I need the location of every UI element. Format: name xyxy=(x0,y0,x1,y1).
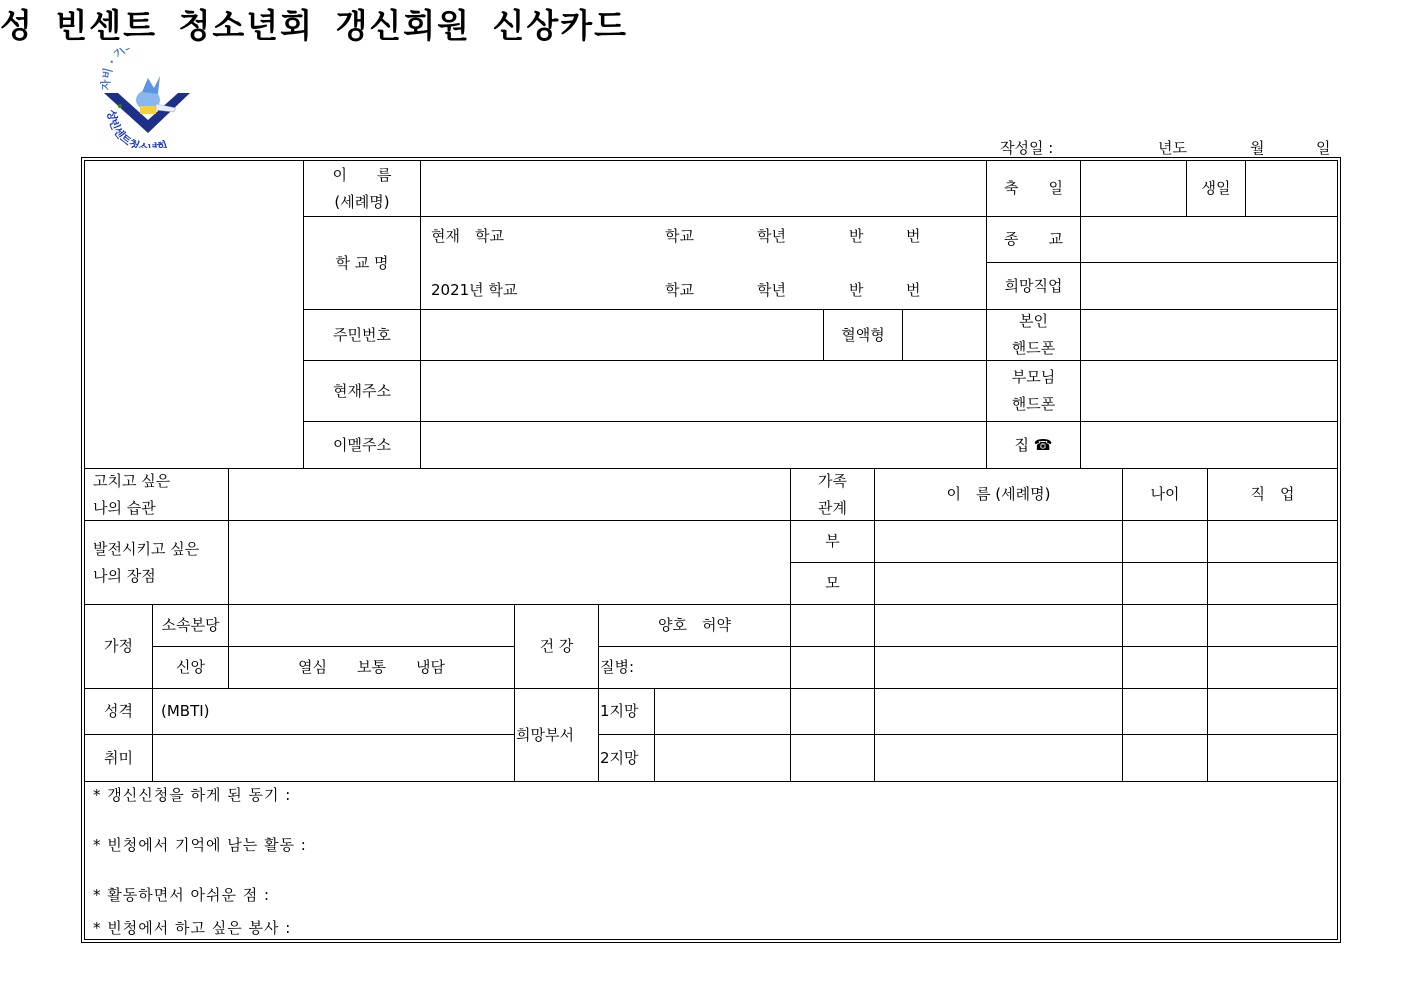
family-row-2-name[interactable] xyxy=(874,562,1123,605)
parent-mobile-label: 부모님 핸드폰 xyxy=(986,360,1081,422)
birthday-field[interactable] xyxy=(1245,160,1338,217)
feast-day-label: 축 일 xyxy=(986,160,1081,217)
health-options[interactable]: 양호 허약 xyxy=(598,604,791,647)
personality-label: 성격 xyxy=(84,688,153,735)
family-row-4-relation[interactable] xyxy=(790,646,875,689)
family-row-4-name[interactable] xyxy=(874,646,1123,689)
date-year-label: 년도 xyxy=(1158,139,1187,157)
family-header-age: 나이 xyxy=(1122,468,1208,521)
family-row-6-relation[interactable] xyxy=(790,734,875,782)
address-label: 현재주소 xyxy=(303,360,421,422)
family-row-2-age[interactable] xyxy=(1122,562,1208,605)
school-2021-grade: 학년 xyxy=(757,281,786,299)
school-2021-number: 번 xyxy=(906,281,921,299)
family-header-name: 이 름 (세례명) xyxy=(874,468,1123,521)
school-current-class: 반 xyxy=(849,227,864,245)
mobile-field[interactable] xyxy=(1080,309,1338,361)
family-row-6-name[interactable] xyxy=(874,734,1123,782)
family-row-1-job[interactable] xyxy=(1207,520,1338,563)
family-row-5-age[interactable] xyxy=(1122,688,1208,735)
feast-day-field[interactable] xyxy=(1080,160,1187,217)
home-phone-field[interactable] xyxy=(1080,421,1338,469)
family-row-1-name[interactable] xyxy=(874,520,1123,563)
desired-dept-label: 희망부서 xyxy=(514,688,599,782)
parent-mobile-field[interactable] xyxy=(1080,360,1338,422)
family-row-5-relation[interactable] xyxy=(790,688,875,735)
date-month-label: 월 xyxy=(1250,139,1265,157)
date-day-label: 일 xyxy=(1316,139,1331,157)
resident-id-label: 주민번호 xyxy=(303,309,421,361)
home-phone-label: 집 ☎ xyxy=(986,421,1081,469)
mobile-label: 본인 핸드폰 xyxy=(986,309,1081,361)
question-regrets: * 활동하면서 아쉬운 점 : xyxy=(93,886,271,904)
health-label: 건 강 xyxy=(514,604,599,689)
page-title: 성 빈센트 청소년회 갱신회원 신상카드 xyxy=(0,6,629,45)
family-header-job: 직 업 xyxy=(1207,468,1338,521)
family-row-4-job[interactable] xyxy=(1207,646,1338,689)
personality-field[interactable]: (MBTI) xyxy=(152,688,515,735)
family-row-6-age[interactable] xyxy=(1122,734,1208,782)
email-label: 이멜주소 xyxy=(303,421,421,469)
question-motivation: * 갱신신청을 하게 된 동기 : xyxy=(93,786,292,804)
habit-field[interactable] xyxy=(228,468,791,521)
religion-label: 종 교 xyxy=(986,216,1081,263)
desired-job-field[interactable] xyxy=(1080,262,1338,310)
logo-bottom-text: 성빈센트청소 회 xyxy=(104,108,170,148)
school-current-school: 학교 xyxy=(665,227,694,245)
family-row-3-name[interactable] xyxy=(874,604,1123,647)
hobby-label: 취미 xyxy=(84,734,153,782)
strength-field[interactable] xyxy=(228,520,791,605)
hobby-field[interactable] xyxy=(152,734,515,782)
school-2021-school: 학교 xyxy=(665,281,694,299)
family-row-3-relation[interactable] xyxy=(790,604,875,647)
disease-field[interactable]: 질병: xyxy=(598,646,791,689)
dove-logo-icon xyxy=(98,48,198,148)
school-2021-prefix: 2021년 학교 xyxy=(431,281,518,299)
family-row-5-job[interactable] xyxy=(1207,688,1338,735)
family-row-2-job[interactable] xyxy=(1207,562,1338,605)
family-row-5-name[interactable] xyxy=(874,688,1123,735)
school-2021-class: 반 xyxy=(849,281,864,299)
parish-field[interactable] xyxy=(228,604,515,647)
family-row-3-age[interactable] xyxy=(1122,604,1208,647)
religion-field[interactable] xyxy=(1080,216,1338,263)
question-memorable-activity: * 빈청에서 기억에 남는 활동 : xyxy=(93,836,307,854)
svg-text:자비 · 기도 · 봉사: 자비 · 기 xyxy=(99,48,128,91)
strength-label: 발전시키고 싶은 나의 장점 xyxy=(84,520,229,605)
school-label: 학 교 명 xyxy=(303,216,421,310)
second-choice-label: 2지망 xyxy=(598,734,655,782)
family-row-1-age[interactable] xyxy=(1122,520,1208,563)
blood-type-field[interactable] xyxy=(902,309,987,361)
first-choice-label: 1지망 xyxy=(598,688,655,735)
faith-label: 신앙 xyxy=(152,646,229,689)
school-current-prefix: 현재 학교 xyxy=(431,227,504,245)
name-label: 이 름 (세례명) xyxy=(303,160,421,217)
name-field[interactable] xyxy=(420,160,987,217)
blood-type-label: 혈액형 xyxy=(823,309,903,361)
family-row-4-age[interactable] xyxy=(1122,646,1208,689)
photo-area[interactable] xyxy=(84,160,304,469)
date-label: 작성일 : xyxy=(1000,139,1054,157)
birthday-label: 생일 xyxy=(1186,160,1246,217)
desired-job-label: 희망직업 xyxy=(986,262,1081,310)
habit-label: 고치고 싶은 나의 습관 xyxy=(84,468,229,521)
family-row-6-job[interactable] xyxy=(1207,734,1338,782)
family-life-label: 가정 xyxy=(84,604,153,689)
resident-id-field[interactable] xyxy=(420,309,824,361)
parish-label: 소속본당 xyxy=(152,604,229,647)
question-desired-service: * 빈청에서 하고 싶은 봉사 : xyxy=(93,919,292,937)
family-row-2-relation: 모 xyxy=(790,562,875,605)
family-row-3-job[interactable] xyxy=(1207,604,1338,647)
family-header-relation: 가족 관계 xyxy=(790,468,875,521)
school-current-number: 번 xyxy=(906,227,921,245)
family-row-1-relation: 부 xyxy=(790,520,875,563)
school-current-grade: 학년 xyxy=(757,227,786,245)
email-field[interactable] xyxy=(420,421,987,469)
faith-options[interactable]: 열심 보통 냉담 xyxy=(228,646,515,689)
organization-logo xyxy=(98,48,198,148)
second-choice-field[interactable] xyxy=(654,734,791,782)
first-choice-field[interactable] xyxy=(654,688,791,735)
address-field[interactable] xyxy=(420,360,987,422)
